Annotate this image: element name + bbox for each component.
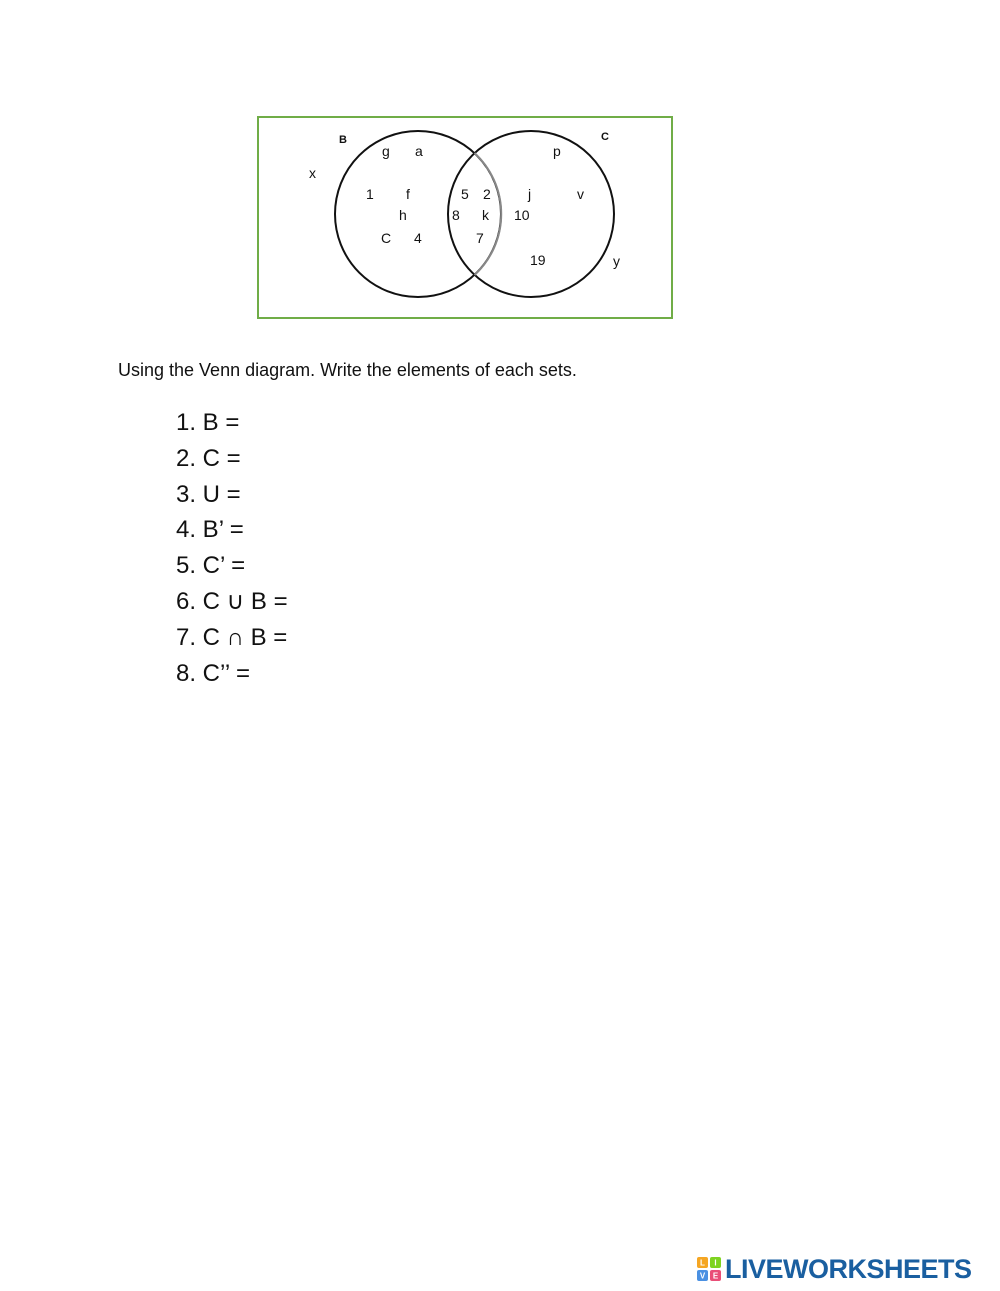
venn-diagram [0,0,1000,340]
element-b: h [399,207,407,223]
set-c-label: C [601,131,609,143]
instructions-text: Using the Venn diagram. Write the elements of each sets. [118,360,577,380]
element-b: g [382,143,390,159]
question-list [176,405,288,691]
svg-text:L: L [700,1258,705,1268]
question-item: 8. C’’ = [176,659,251,687]
element-c: p [553,143,561,159]
element-intersection: 8 [452,207,460,223]
question-item: 3. U = [176,480,241,508]
element-c: j [528,186,532,202]
question-item: 7. C ∩ B = [176,623,288,651]
element-outside: x [309,165,316,181]
question-item: 1. B = [176,409,240,436]
set-b-label: B [339,134,347,146]
svg-text:I: I [714,1258,717,1268]
element-b: C [381,230,392,246]
element-outside: y [613,253,620,269]
circle-c [448,131,614,297]
element-c: 19 [530,252,546,268]
element-b: 1 [366,186,374,202]
question-item: 5. C’ = [176,552,246,580]
question-item: 2. C = [176,444,241,472]
element-b: a [415,143,423,159]
element-c: v [577,186,584,202]
svg-text:E: E [712,1271,719,1281]
element-intersection: k [482,207,489,223]
question-item: 4. B’ = [176,516,244,544]
element-c: 10 [514,207,530,223]
element-intersection: 7 [476,230,484,246]
liveworksheets-logo [697,1254,972,1284]
svg-text:V: V [699,1271,706,1281]
element-intersection: 5 [461,186,469,202]
element-b: 4 [414,230,422,246]
live-tiles-icon [697,1257,721,1281]
question-item: 6. C ∪ B = [176,587,288,615]
element-intersection: 2 [483,186,491,202]
element-b: f [406,186,410,202]
brand-name: LIVEWORKSHEETS [725,1254,972,1284]
